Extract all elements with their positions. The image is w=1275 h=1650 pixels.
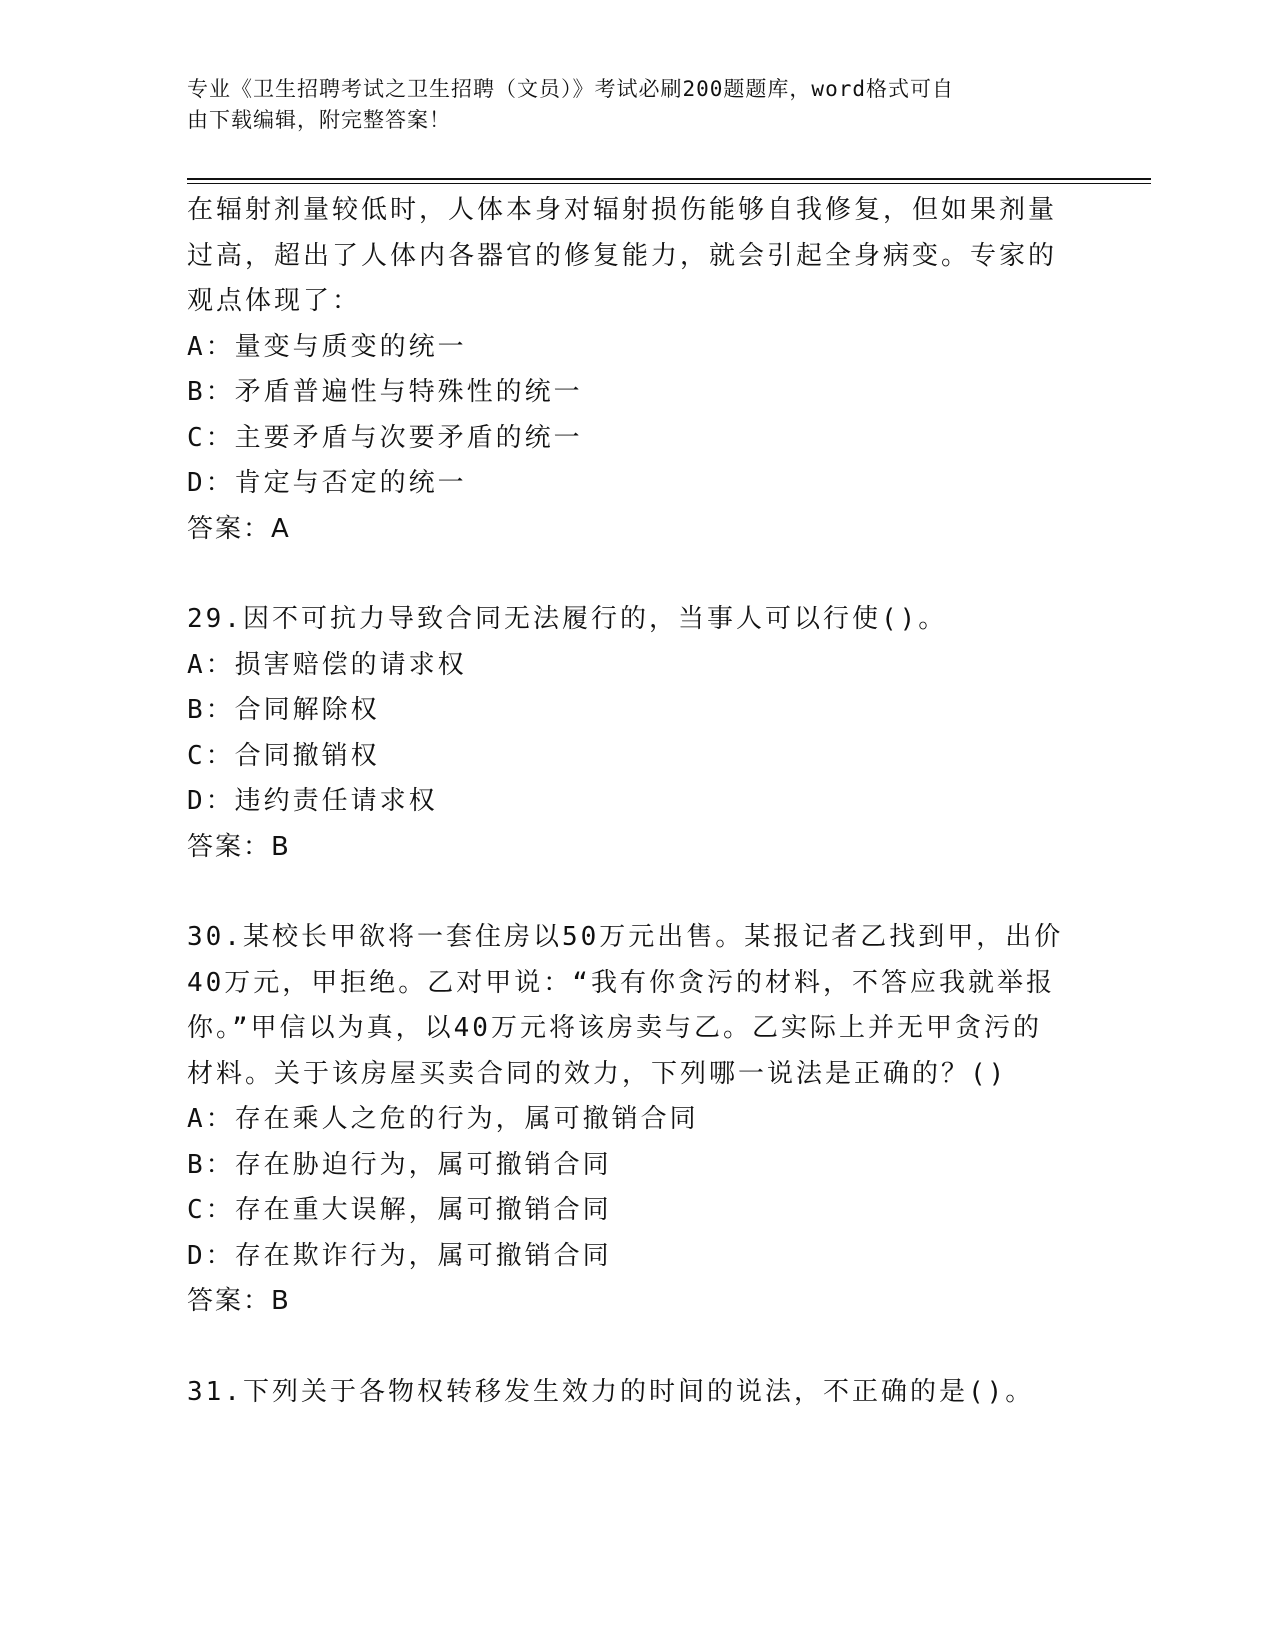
header-divider-thin bbox=[187, 183, 1151, 184]
answer-line: 答案：B bbox=[187, 1286, 291, 1316]
question-stem-line: 29.因不可抗力导致合同无法履行的，当事人可以行使()。 bbox=[187, 604, 948, 634]
option-a: A：损害赔偿的请求权 bbox=[187, 649, 467, 680]
question-stem-line: 在辐射剂量较低时，人体本身对辐射损伤能够自我修复，但如果剂量 bbox=[187, 195, 1058, 225]
answer-line: 答案：B bbox=[187, 831, 291, 862]
question-stem-line: 过高，超出了人体内各器官的修复能力，就会引起全身病变。专家的 bbox=[187, 240, 1058, 271]
header-line-1: 专业《卫生招聘考试之卫生招聘（文员）》考试必刷200题题库，word格式可自 bbox=[187, 77, 954, 101]
question-stem-line: 40万元，甲拒绝。乙对甲说：“我有你贪污的材料，不答应我就举报 bbox=[187, 967, 1055, 998]
question-stem-line: 30.某校长甲欲将一套住房以50万元出售。某报记者乙找到甲，出价 bbox=[187, 922, 1064, 952]
header-line-2: 由下载编辑，附完整答案！ bbox=[187, 108, 451, 132]
option-b: B：存在胁迫行为，属可撤销合同 bbox=[187, 1149, 612, 1180]
question-spacer bbox=[187, 870, 1087, 915]
answer-line: 答案：A bbox=[187, 513, 291, 544]
question-block-29 bbox=[187, 597, 1087, 870]
option-c: C：主要矛盾与次要矛盾的统一 bbox=[187, 422, 583, 453]
question-stem-line: 31.下列关于各物权转移发生效力的时间的说法，不正确的是()。 bbox=[187, 1376, 1035, 1407]
header-divider-thick bbox=[187, 178, 1151, 180]
question-stem-line: 你。”甲信以为真，以40万元将该房卖与乙。乙实际上并无甲贪污的 bbox=[187, 1013, 1042, 1043]
question-block-prev bbox=[187, 188, 1087, 552]
option-a: A：量变与质变的统一 bbox=[187, 331, 467, 362]
option-a: A：存在乘人之危的行为，属可撤销合同 bbox=[187, 1104, 699, 1134]
question-block-31 bbox=[187, 1370, 1087, 1416]
option-d: D：肯定与否定的统一 bbox=[187, 468, 467, 498]
question-stem-line: 观点体现了： bbox=[187, 286, 362, 316]
option-c: C：存在重大误解，属可撤销合同 bbox=[187, 1195, 612, 1225]
question-block-30 bbox=[187, 915, 1087, 1325]
question-spacer bbox=[187, 552, 1087, 597]
question-spacer bbox=[187, 1325, 1087, 1370]
question-list bbox=[187, 188, 1087, 1415]
option-b: B：矛盾普遍性与特殊性的统一 bbox=[187, 377, 583, 407]
option-d: D：存在欺诈行为，属可撤销合同 bbox=[187, 1240, 612, 1271]
option-d: D：违约责任请求权 bbox=[187, 786, 438, 816]
question-stem-line: 材料。关于该房屋买卖合同的效力，下列哪一说法是正确的？() bbox=[187, 1058, 1008, 1089]
option-c: C：合同撤销权 bbox=[187, 740, 380, 771]
option-b: B：合同解除权 bbox=[187, 695, 380, 725]
document-header bbox=[187, 74, 1067, 136]
